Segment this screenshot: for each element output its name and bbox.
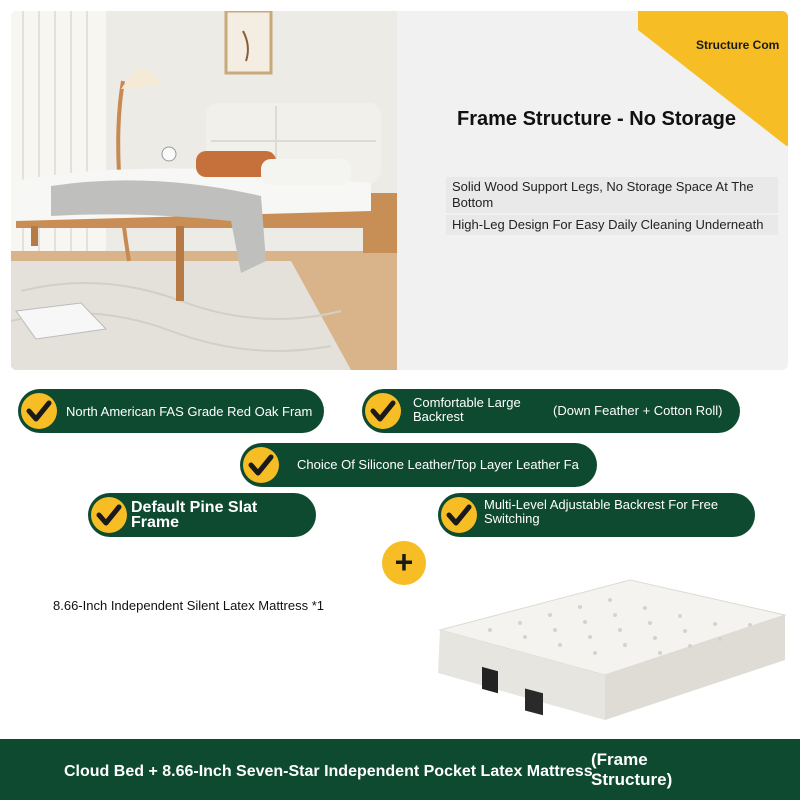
feature-label: North American FAS Grade Red Oak Fram xyxy=(66,404,313,419)
corner-tag-text: Structure Com xyxy=(696,38,780,52)
check-icon xyxy=(91,497,127,533)
feature-pill-adjustable xyxy=(438,493,755,537)
feature-pill-leather xyxy=(240,443,597,487)
feature-label: Default Pine Slat Frame xyxy=(131,499,258,531)
feature-pill-pine-slat xyxy=(88,493,316,537)
check-icon xyxy=(441,497,477,533)
frame-feature-line: High-Leg Design For Easy Daily Cleaning Underneath xyxy=(446,215,778,235)
mattress-label: 8.66-Inch Independent Silent Latex Mattress *1 xyxy=(53,598,325,613)
summary-note: (Frame Structure) xyxy=(591,750,673,789)
feature-pill-red-oak xyxy=(18,389,324,433)
frame-feature-line: Solid Wood Support Legs, No Storage Space At The Bottom xyxy=(446,177,778,213)
feature-label: Multi-Level Adjustable Backrest For Free Switching xyxy=(484,497,719,526)
feature-label: Choice Of Silicone Leather/Top Layer Leather Fa xyxy=(297,457,579,472)
check-icon xyxy=(21,393,57,429)
plus-icon xyxy=(382,541,426,585)
frame-title: Frame Structure - No Storage xyxy=(457,108,736,130)
feature-label: Comfortable Large Backrest xyxy=(413,395,521,424)
plus-symbol: + xyxy=(394,544,414,580)
check-icon xyxy=(243,447,279,483)
bed-photo xyxy=(11,11,397,370)
summary-text: Cloud Bed + 8.66-Inch Seven-Star Independent Pocket Latex Mattress xyxy=(64,763,593,780)
mattress-image xyxy=(430,575,790,725)
check-icon xyxy=(365,393,401,429)
feature-label-extra: (Down Feather + Cotton Roll) xyxy=(553,403,723,418)
feature-pill-backrest xyxy=(362,389,740,433)
bottom-summary-bar xyxy=(0,739,800,800)
